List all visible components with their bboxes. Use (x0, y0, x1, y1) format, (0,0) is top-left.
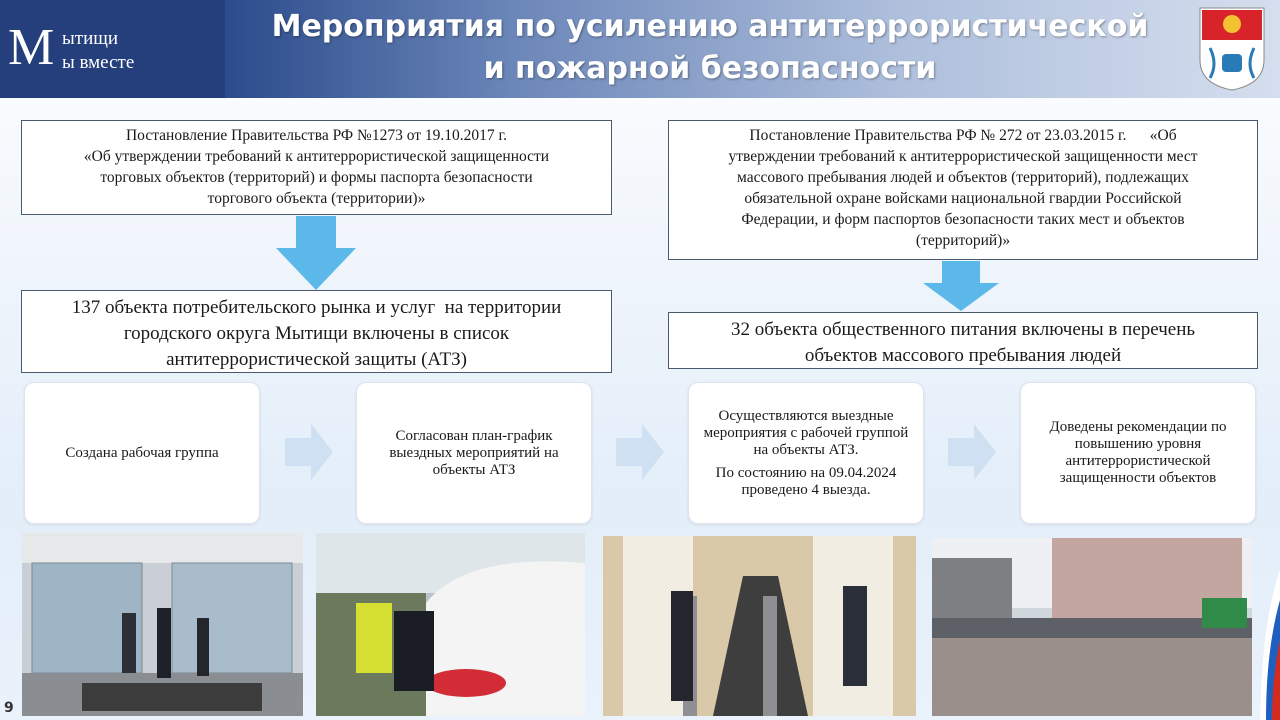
step-3-text: Осуществляются выездные мероприятия с рабочей группой на объекты АТЗ. (703, 407, 909, 458)
step-card-1 (24, 382, 260, 524)
right-decree-line-6: (территорий)» (915, 232, 1011, 249)
brand-logo (0, 0, 225, 98)
right-decree-line-5: Федерации, и форм паспортов безопасности таких мест и объектов (741, 211, 1185, 228)
left-decree-line-1: Постановление Правительства РФ №1273 от 19.10.2017 г. (125, 127, 508, 144)
left-count-line-2: городского округа Мытищи включены в список (123, 323, 510, 344)
photo-mall-entrance (22, 533, 303, 716)
right-count-line-2: объектов массового пребывания людей (804, 345, 1122, 366)
right-arrow-2-icon (616, 424, 664, 480)
right-decree-line-2: утверждении требований к антитеррористической защищенности мест (728, 148, 1198, 165)
right-arrow-3-icon (948, 424, 996, 480)
page-number: 9 (4, 700, 14, 716)
right-decree-box (668, 120, 1258, 260)
step-2-text: Согласован план-график выездных мероприятий на объекты АТЗ (389, 427, 559, 478)
right-count-box (668, 312, 1258, 369)
title-line-1: Мероприятия по усилению антитеррористической (271, 9, 1149, 44)
left-count-line-1: 137 объекта потребительского рынка и услуг на территории (71, 297, 562, 318)
coat-of-arms-icon (1196, 4, 1268, 92)
down-arrow-right-icon (923, 261, 999, 311)
brand-line-2: ы вместе (62, 52, 135, 73)
left-decree-line-4: торгового объекта (территории)» (207, 190, 426, 207)
step-4-text: Доведены рекомендации по повышению уровня антитеррористической защищенности объектов (1049, 419, 1227, 486)
flag-decoration-icon (1252, 570, 1280, 720)
left-decree-line-3: торговых объектов (территорий) и формы паспорта безопасности (100, 169, 533, 186)
title-line-2: и пожарной безопасности (483, 51, 937, 86)
left-decree-box (21, 120, 612, 215)
brand-line-1: ытищи (62, 28, 119, 49)
photo-street-gathering (932, 538, 1252, 716)
step-card-3 (688, 382, 924, 524)
right-decree-line-3: массового пребывания людей и объектов (территорий), подлежащих (737, 169, 1189, 186)
right-decree-line-1: Постановление Правительства РФ № 272 от 23.03.2015 г. «Об (749, 127, 1177, 144)
right-decree-line-4: обязательной охране войсками национальной гвардии Российской (744, 190, 1182, 207)
step-card-4 (1020, 382, 1256, 524)
left-count-line-3: антитеррористической защиты (АТЗ) (166, 349, 467, 370)
photo-car-inspection (316, 533, 585, 716)
down-arrow-left-icon (276, 216, 356, 290)
left-count-box (21, 290, 612, 373)
step-3-status: По состоянию на 09.04.2024 проведено 4 выезда. (715, 464, 897, 498)
photo-metal-detector (603, 536, 916, 716)
page-title (230, 6, 1190, 90)
right-count-line-1: 32 объекта общественного питания включены в перечень (730, 319, 1196, 340)
left-decree-line-2: «Об утверждении требований к антитеррористической защищенности (83, 148, 550, 165)
step-1-text: Создана рабочая группа (65, 444, 219, 461)
brand-letter: М (8, 19, 55, 76)
step-card-2 (356, 382, 592, 524)
right-arrow-1-icon (285, 424, 333, 480)
